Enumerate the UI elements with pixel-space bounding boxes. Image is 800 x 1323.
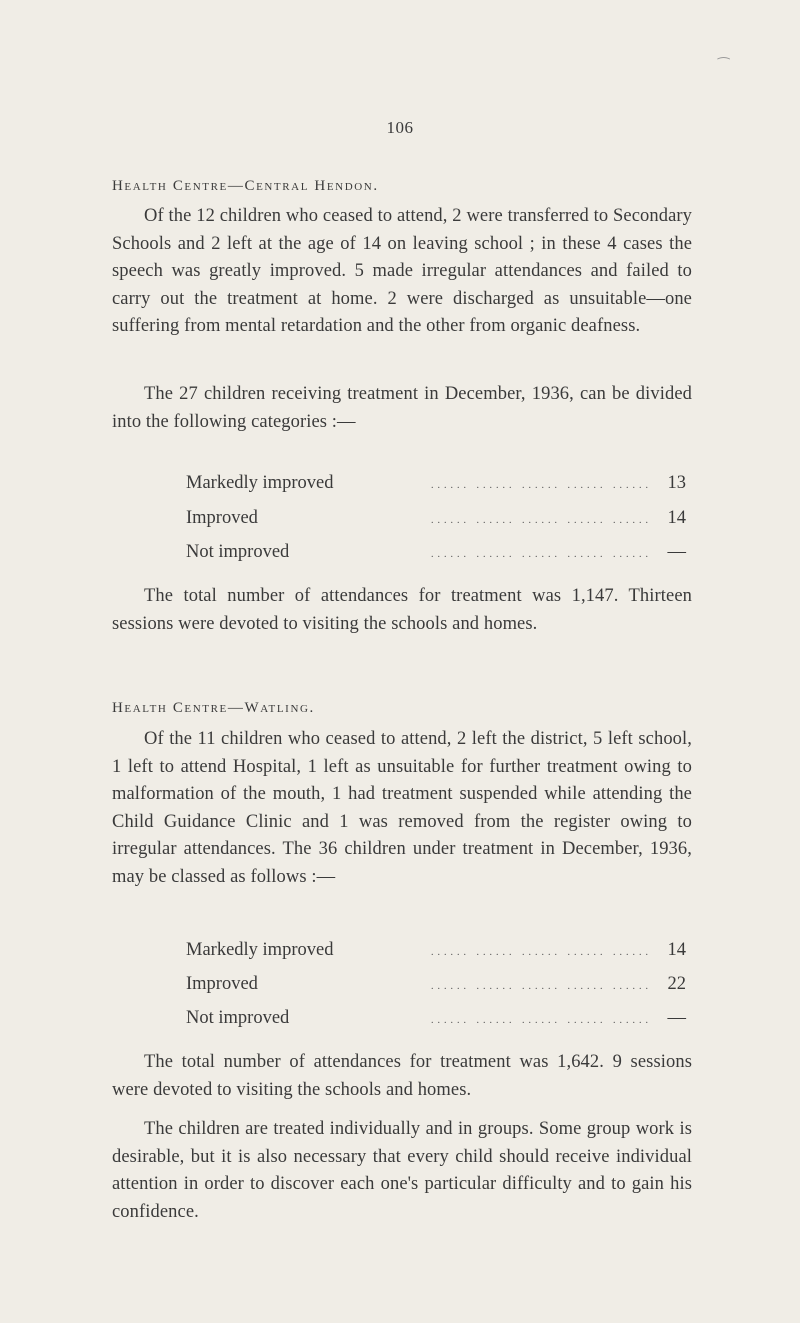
central-hendon-row-markedly-improved xyxy=(186,473,686,499)
central-hendon-row-improved xyxy=(186,508,686,534)
watling-intro-paragraph: Of the 11 children who ceased to attend, 2 left the district, 5 left school, 1 left to attend Hospital, 1 left as unsuitable for further treatment owing to malformation of the mouth, 1 had treatment suspended while attending the Child Guidance Clinic and 1 was removed from the register owing to irregular attendances. The 36 children under treatment in December, 1936, may be classed as follows :— xyxy=(112,729,692,887)
watling-row-markedly-improved xyxy=(186,940,686,966)
row-value: — xyxy=(667,1008,686,1028)
leader-dots: ...... ...... ...... ...... ...... xyxy=(431,947,652,958)
watling-summary-paragraph: The total number of attendances for treatment was 1,642. 9 sessions were devoted to visiting the schools and homes. xyxy=(112,1052,692,1100)
watling-row-not-improved xyxy=(186,1008,686,1034)
leader-dots: ...... ...... ...... ...... ...... xyxy=(431,981,652,992)
row-label: Improved xyxy=(186,508,258,528)
section-heading-central-hendon: Health Centre—Central Hendon. xyxy=(112,178,379,194)
row-value: 14 xyxy=(667,508,686,528)
row-value: — xyxy=(667,542,686,562)
row-value: 14 xyxy=(667,940,686,960)
central-hendon-intro-paragraph: Of the 12 children who ceased to attend, 2 were transferred to Secondary Schools and 2 left at the age of 14 on leaving school ; in these 4 cases the speech was greatly improved. 5 made irregular attendances and failed to carry out the treatment at home. 2 were discharged as unsuitable—one suffering from mental retardation and the other from organic deafness. xyxy=(112,206,692,336)
leader-dots: ...... ...... ...... ...... ...... xyxy=(431,549,652,560)
row-value: 22 xyxy=(667,974,686,994)
row-label: Markedly improved xyxy=(186,473,334,493)
leader-dots: ...... ...... ...... ...... ...... xyxy=(431,515,652,526)
central-hendon-categories-intro: The 27 children receiving treatment in December, 1936, can be divided into the following categories :— xyxy=(112,384,692,432)
row-label: Improved xyxy=(186,974,258,994)
page-number: 106 xyxy=(386,118,414,137)
row-value: 13 xyxy=(667,473,686,493)
central-hendon-row-not-improved xyxy=(186,542,686,568)
leader-dots: ...... ...... ...... ...... ...... xyxy=(431,480,652,491)
scan-mark: ⁀ xyxy=(718,59,730,74)
row-label: Not improved xyxy=(186,542,290,562)
leader-dots: ...... ...... ...... ...... ...... xyxy=(431,1015,652,1026)
closing-paragraph: The children are treated individually and in groups. Some group work is desirable, but it is also necessary that every child should receive individual attention in order to discover each one's particular difficulty and to gain his confidence. xyxy=(112,1119,692,1222)
central-hendon-summary-paragraph: The total number of attendances for treatment was 1,147. Thirteen sessions were devoted to visiting the schools and homes. xyxy=(112,586,692,634)
watling-row-improved xyxy=(186,974,686,1000)
section-heading-watling: Health Centre—Watling. xyxy=(112,700,315,716)
row-label: Markedly improved xyxy=(186,940,334,960)
row-label: Not improved xyxy=(186,1008,290,1028)
